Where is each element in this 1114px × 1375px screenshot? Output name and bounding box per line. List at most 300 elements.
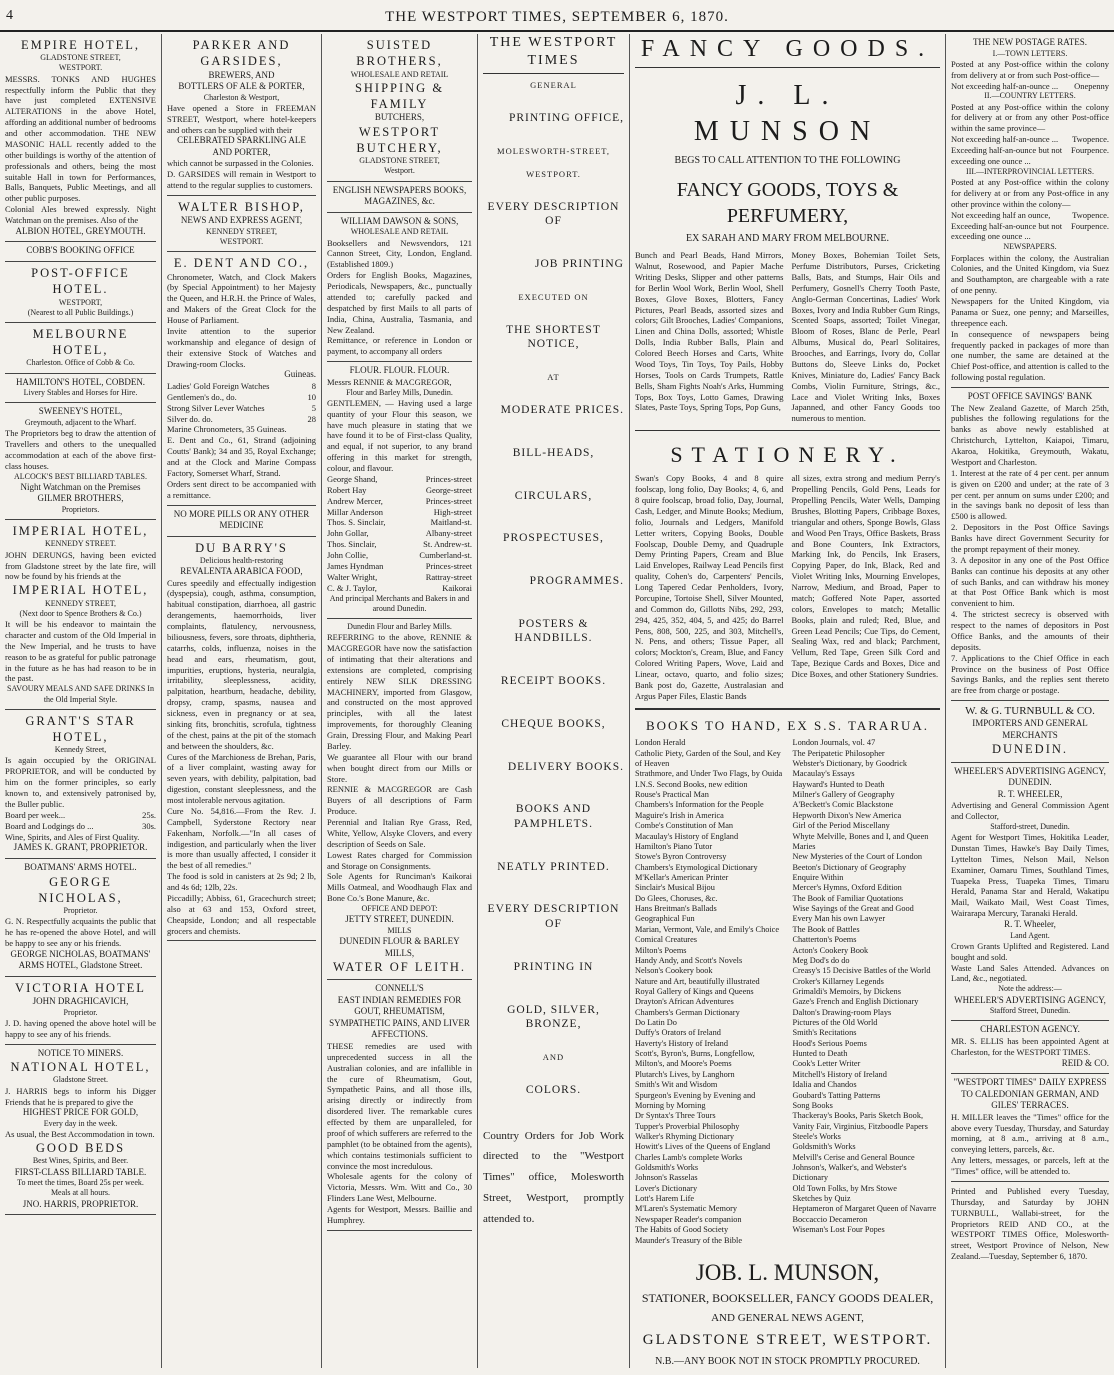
ad-sweeney-hotel <box>5 403 156 520</box>
ad-title: HAMILTON'S HOTEL, COBDEN. <box>15 376 146 387</box>
book-title: The Habits of Good Society <box>635 1225 729 1235</box>
ad-title: VICTORIA HOTEL <box>15 980 146 995</box>
ad-office-address: JETTY STREET, DUNEDIN. <box>345 914 454 925</box>
books-left <box>635 738 783 1246</box>
ad-body-3: D. GARSIDES will remain in Westport to attend to the regular supplies to customers. <box>167 169 316 191</box>
newspapers-title: NEWSPAPERS. <box>1003 242 1057 252</box>
book-title: Nature and Art, beautifully illustrated <box>635 976 760 986</box>
ad-empire-hotel <box>5 34 156 242</box>
book-title: London Herald <box>635 738 686 748</box>
ad-charleston-agency <box>951 1021 1109 1074</box>
stationery-list <box>635 473 940 709</box>
ad-body-5: Piccadilly; Abbiss, 61, Gracechurch street; also at 63 and 153, Oxford street, Cheapside, London; and all respectable grocers and chemists. <box>167 892 316 936</box>
ad-every-day: Every day in the week. <box>43 1118 118 1128</box>
ad-title: DU BARRY'S <box>195 540 288 555</box>
fancy-goods-left: Bunch and Pearl Beads, Hand Mirrors, Walnut, Rosewood, and Papier Mache Writing Desks, Slipper and other patterns for Berlin Wool Work, Berlin Wool, Shell Boxes, Glove Boxes, Blotters, Fancy Pictures, Pearl Beads, assorted sizes and colors; Gilt Brooches, Ladies' Companions, Linen and China Dolls, assorted; Whistle Dolls, India Rubber Balls, Plain and Colored Beech Horses and Carts, White Wood Toys, Tin Toys, Toy Pails, Hobby Horses, Tools on Cards Trumpets, Rattle Bells, Sham Fights Noah's Arks, Humming Tops, Box Toys, Lotto Games, Drawing Slates, Paste Toys, Spring Tops, Pop Guns, <box>635 250 784 413</box>
postage-value: Fourpence. <box>1070 145 1109 156</box>
ad-connell-remedies <box>327 980 472 1230</box>
book-title: Do Latin Do <box>635 1018 677 1028</box>
book-title: Mitchell's History of Ireland <box>792 1069 887 1079</box>
price-value: 10 <box>307 391 316 402</box>
price-row <box>167 414 316 425</box>
book-title: Hans Breitman's Ballads <box>635 904 717 914</box>
ad-sub: WHOLESALE AND RETAIL <box>350 227 449 237</box>
ad-sub: IMPORTERS AND GENERAL <box>972 718 1088 729</box>
book-title: Hood's Serious Poems <box>792 1038 867 1048</box>
price-label: Ladies' Gold Foreign Watches <box>167 380 270 391</box>
signer-place: Albany-street <box>425 528 472 539</box>
ad-street: Gladstone Street. <box>52 1075 109 1085</box>
ad-body-2: Invite attention to the superior workmanship and elegance of design of their extensive Stock of Watches and Drawing-room Clocks. <box>167 325 316 369</box>
printing-items <box>483 74 624 1111</box>
book-title: Strathmore, and Under Two Flags, by Ouida <box>635 769 783 779</box>
ad-sub: NEWS AND EXPRESS AGENT, <box>180 215 303 226</box>
ad-wheeler-agency <box>951 763 1109 1022</box>
price-value: 8 <box>311 380 316 391</box>
ad-mills-place: WATER OF LEITH. <box>332 960 467 975</box>
ad-body: J. HARRIS begs to inform his Digger Friends that he is prepared to give the <box>5 1085 156 1107</box>
books-heading: BOOKS TO HAND, EX S.S. TARARUA. <box>645 717 930 733</box>
book-title: Sinclair's Musical Bijou <box>635 883 715 893</box>
book-title: Scott's, Byron's, Burns, Longfellow, Milton's, and Moore's Poems <box>635 1049 755 1069</box>
ad-address: GLADSTONE STREET, <box>40 53 121 63</box>
ad-body-2: Any letters, messages, or parcels, left at the "Times" office, will be attended to. <box>951 1155 1109 1177</box>
ad-note: (Next door to Spence Brothers & Co.) <box>19 608 142 618</box>
book-title: Beeton's Dictionary of Geography <box>792 862 907 872</box>
book-title: A'Beckett's Comic Blackstone <box>792 800 894 810</box>
price-row <box>167 381 316 392</box>
books-right <box>793 738 941 1246</box>
signer-name: James Hyndman <box>327 560 384 571</box>
ad-title: GRANT'S STAR HOTEL, <box>25 713 136 744</box>
ad-body-5: Lowest Rates charged for Commission and Storage on Consignments. <box>327 849 472 871</box>
book-title: Wise Sayings of the Great and Good <box>792 904 914 914</box>
ad-parker-garsides <box>167 34 316 196</box>
book-title: Walker's Rhyming Dictionary <box>635 1131 734 1141</box>
book-title: Melvill's Cerise and General Bounce <box>792 1152 915 1162</box>
ad-street-2: KENNEDY STREET, <box>44 598 117 608</box>
printing-item: POSTERS & HANDBILLS. <box>514 617 593 645</box>
postage-row <box>951 210 1109 221</box>
postage-town: I.—TOWN LETTERS. <box>992 48 1068 58</box>
newspapers-body-3: In consequence of newspapers being frequently packed in packages of more than one number, the same are detained at the Chief Post-office, and attention is called to the following postal regulation. <box>951 328 1109 383</box>
ad-sub-2: BOTTLERS OF ALE & PORTER, <box>178 81 305 92</box>
ad-dent-co <box>167 252 316 505</box>
ad-sub-4: WESTPORT BUTCHERY, <box>356 124 443 155</box>
signer-name: Thos. S. Sinclair, <box>327 517 386 528</box>
ad-sub-3: BUTCHERS, <box>374 112 425 123</box>
book-title: M'Laren's Systematic Memory <box>635 1204 738 1214</box>
ad-meals: Meals at all hours. <box>50 1188 111 1198</box>
book-title: Hepworth Dixon's New America <box>792 810 902 820</box>
printing-item: BILL-HEADS, <box>512 446 595 459</box>
ad-street-2: Stafford Street, Dunedin. <box>989 1006 1071 1016</box>
book-title: London Journals, vol. 47 <box>792 738 876 748</box>
savings-bank <box>951 388 1109 701</box>
signer-name: John Collie, <box>327 550 369 560</box>
signer-row <box>327 572 472 583</box>
ad-beds: GOOD BEDS <box>35 1141 126 1156</box>
ad-title: "WESTPORT TIMES" DAILY EXPRESS TO CALEDONIAN GERMAN, AND GILES' TERRACES. <box>953 1077 1107 1111</box>
price-row <box>167 403 316 414</box>
book-title: Combe's Constitution of Man <box>635 821 734 831</box>
ex-ship-note: EX SARAH AND MARY FROM MELBOURNE. <box>686 233 889 245</box>
ad-sub: Delicious health-restoring <box>199 555 284 565</box>
fancy-goods-list <box>635 250 940 431</box>
printing-item: COLORS. <box>525 1083 582 1096</box>
printing-item: JOB PRINTING <box>535 258 624 271</box>
printing-item: EXECUTED ON <box>518 291 589 302</box>
ad-body: Advertising and General Commission Agent and Collector, <box>951 800 1109 821</box>
ad-suisted-brothers <box>327 34 472 182</box>
signer-place: Princes-street <box>425 473 472 484</box>
newspapers-body: Forplaces within the colony, the Australian Colonies, and the United Kingdom, via Suez and Southampton, are chargeable with a rate of one penny. <box>951 252 1109 296</box>
postage-value: Twopence. <box>1072 134 1109 145</box>
book-title: Lover's Dictionary <box>635 1183 698 1193</box>
book-title: The Peripatetic Philosopher <box>792 748 885 758</box>
ad-billiard: FIRST-CLASS BILLIARD TABLE. <box>14 1166 147 1177</box>
signer-place: Kaikorai <box>442 582 472 593</box>
ad-body: REFERRING to the above, RENNIE & MACGREGOR have now the satisfaction of intimating that their alterations and extensions are completed, comprising entirely NEW SILK DRESSING MACHINERY, imported from Glasgow, and constructed on the most approved principles, with all the latest improvements, for thoroughly Cleaning Grain, Dressing Flour, and Making Pearl Barley. <box>327 632 472 751</box>
savings-body: The New Zealand Gazette, of March 25th, publishes the following regulations for the banks as above newly established at Christchurch, Lyttelton, Kaiapoi, Timaru, Akaroa, Hokitika, Greymouth, Wakatu, Westport and Charleston. <box>951 402 1109 467</box>
book-title: Howitt's Lives of the Queens of England <box>635 1142 771 1152</box>
ad-cobb-booking: COBB'S BOOKING OFFICE <box>5 242 156 262</box>
postage-row <box>951 221 1109 243</box>
book-title: Haverty's History of Ireland <box>635 1038 728 1048</box>
postage-rates <box>951 34 1109 388</box>
signer-row <box>327 539 472 550</box>
ad-notice-to-miners <box>5 1045 156 1215</box>
ad-owners: GILMER BROTHERS, <box>37 493 124 504</box>
ad-gold: HIGHEST PRICE FOR GOLD, <box>22 1107 139 1118</box>
ad-body: GENTLEMEN, — Having used a large quantity of your Flour this season, we have much pleasure in stating that we have found it to be of First-class Quality, and equal, if not superior, to any brand offering in this market for strength, colour, and flavour. <box>327 397 472 473</box>
ad-watchman: Night Watchman on the Premises <box>20 481 141 492</box>
book-title: Catholic Piety, Garden of the Soul, and Key of Heaven <box>635 748 781 769</box>
signer-place: Cumberland-st. <box>419 550 472 560</box>
signer-row <box>327 550 472 561</box>
ad-title-2: IMPERIAL HOTEL, <box>12 583 149 598</box>
book-title: Smith's Recitations <box>792 1028 857 1038</box>
ad-role: Proprietors. <box>61 504 100 514</box>
printing-item: GENERAL <box>530 80 577 91</box>
book-title: Rouse's Practical Man <box>635 790 709 800</box>
book-title: Girl of the Period Miscellany <box>792 821 890 831</box>
savings-body-4: 3. A depositor in any one of the Post Office Banks can continue his deposits at any other of such Banks, and can withdraw his money at that Post Office Bank which is most convenient to him. <box>951 554 1109 609</box>
book-title: Wiseman's Lost Four Popes <box>792 1225 885 1235</box>
postage-value: Fourpence. <box>1070 220 1109 231</box>
ad-street: KENNEDY STREET, <box>205 226 278 236</box>
price-value: 30s. <box>142 820 156 831</box>
ad-place: Charleston & Westport, <box>203 92 280 102</box>
book-title: Goldsmith's Works <box>635 1163 699 1173</box>
book-title: Lott's Harem Life <box>635 1194 695 1204</box>
ad-name-2: R. T. Wheeler, <box>1004 919 1056 930</box>
book-title: Newspaper Reader's companion <box>635 1214 742 1224</box>
book-title: Chambers's Etymological Dictionary <box>635 862 758 872</box>
ad-body-2: Agent for Westport Times, Hokitika Leader, Dunstan Times, Hawke's Bay Daily Times, Lyttelton Times, Nelson Mail, Nelson Examiner, Oamaru Times, Southland Times, Tuapeka Press, Tuapeka Times, Timaru Herald, Panama Star and Herald, Wakatipu Mail, Waikato Mail, West Coast Times, Wairarapa Mercury, Taranaki Herald. <box>951 832 1109 919</box>
job-munson-street: GLADSTONE STREET, WESTPORT. <box>642 1331 933 1348</box>
printing-item: THE SHORTEST NOTICE, <box>506 323 601 351</box>
ad-turnbull <box>951 701 1109 762</box>
imprint: Printed and Published every Tuesday, Thursday, and Saturday by JOHN TURNBULL, Wallabi-street, for the Proprietors REID AND CO., at the WESTPORT TIMES Office, Molesworth-street, Westport Province of Nelson, New Zealand.—Tuesday, September 6, 1870. <box>951 1185 1109 1262</box>
book-title: Comical Creatures <box>635 935 697 945</box>
book-title: Whyte Melville, Bones and I, and Queen Maries <box>792 831 929 851</box>
price-label: Marine Chronometers, 35 Guineas. <box>167 424 287 435</box>
masthead-title: THE WESTPORT TIMES, SEPTEMBER 6, 1870. <box>385 9 729 25</box>
ad-body: Cures speedily and effectually indigestion (dyspepsia), cough, asthma, consumption, habitual constipation, diarrhoea, all gastric derangements, haemorrhoids, liver complaints, flatulency, nervousness, biliousness, fevers, sore throats, diphtheria, catarrhs, colds, influenza, noises in the head and ears, rheumatism, gout, impurities, eruptions, hysteria, neuralgia, irritability, sleeplessness, acidity, palpitation, heartburn, headache, debility, dropsy, cramp, spasms, nausea and sickness, even in pregnancy or at sea, sinking fits, bronchitis, scrofula, tightness of the chest, pains at the pit of the stomach and between the shoulders, &c. <box>167 577 316 751</box>
printing-item: PRINTING IN <box>513 960 594 973</box>
postage-country-body: Posted at any Post-office within the colony for delivery at or from any other Post-office within the same province— <box>951 101 1109 134</box>
book-title: Hunted to Death <box>792 1049 848 1059</box>
ad-body-4: Waste Land Sales Attended. Advances on Land, &c., negotiated. <box>951 962 1109 984</box>
ad-role: Proprietor. <box>63 1007 98 1017</box>
ad-agents: Messrs RENNIE & MACGREGOR, <box>327 376 452 387</box>
savings-body-2: 1. Interest at the rate of 4 per cent. per annum is given on £200 and under; at the rate of 3 per cent. per annum on sums under £200; and in the savings bank no deposit of less than £500 is allowed. <box>951 467 1109 522</box>
column-2 <box>162 34 322 1368</box>
book-title: Tupper's Proverbial Philosophy <box>635 1121 740 1131</box>
ad-title: FLOUR. FLOUR. FLOUR. <box>349 365 450 376</box>
stationery-right: all sizes, extra strong and medium Perry's Propelling Pencils, Gold Pens, Leads for Propelling Pencils, Water Wells, Damping Brushes, Blotting Papers, Cribbage Boxes, triangular and others, Sponge Bowls, Glass and Wood Pen Trays, Office Baskets, Brass and Bone Counters, Ink Extractors, Marking Ink, do Pencils, Ink Erasers, Copying Paper, do Ink, Black, Red and Violet Writing Inks, Mourning Envelopes, Narrow, Medium, and Broad, Paper to match; Goffered Note Paper, assorted colors, Envelopes to match; Metallic Books, plain and ruled; Red, Blue, and Green Lead Pencils; Cue Tips, do Cement, Sealing Wax, red and black; Parchment, Vellum, Red Tape, Green Silk Cord and Tape, Bezique Cards and Boxes, Dice and Dice Boxes, and other Stationery Sundries. <box>791 473 940 680</box>
ad-body-6: Sole Agents for Runciman's Kaikorai Mills Oatmeal, and Woodhaugh Flax and Bone Co.'s Bone Manure, &c. <box>327 871 472 904</box>
ad-title: SUISTED BROTHERS, <box>356 38 443 69</box>
book-title: The Book of Familiar Quotations <box>792 893 904 903</box>
postage-label: Exceeding half-an-ounce but not exceeding one ounce ... <box>951 145 1063 166</box>
ad-owner: JOHN DRAGHICAVICH, <box>32 996 129 1007</box>
book-title: Pictures of the Old World <box>792 1018 878 1028</box>
ad-body-2: We guarantee all Flour with our brand when bought direct from our Mills or Store. <box>327 751 472 784</box>
ad-footer: GEORGE NICHOLAS, BOATMANS' ARMS HOTEL, Gladstone Street. <box>10 948 151 971</box>
signer-row <box>327 561 472 572</box>
price-row <box>5 821 156 832</box>
signer-place: Rattray-street <box>425 571 472 582</box>
ad-town: WESTPORT, <box>58 297 103 307</box>
printing-item: MOLESWORTH-STREET, <box>497 145 610 156</box>
column-6 <box>946 34 1114 1368</box>
book-title: M'Kellar's American Printer <box>635 872 729 882</box>
book-title: Handy Andy, and Scott's Novels <box>635 955 743 965</box>
ad-extra: Colonial Ales brewed expressly. Night Watchman on the premises. Also of the <box>5 204 156 226</box>
masthead <box>0 4 1114 32</box>
ad-body: The Proprietors beg to draw the attention of Travellers and others to the unequalled accommodation at each of the above first-class houses. <box>5 428 156 471</box>
signer-place: Princes-street <box>425 560 472 571</box>
postage-row <box>951 145 1109 167</box>
printing-item: AT <box>547 372 560 383</box>
book-title: Chambers's Information for the People <box>635 800 764 810</box>
book-title: Meg Dod's do do <box>792 955 850 965</box>
book-title: Croker's Killarney Legends <box>792 976 884 986</box>
signer-row <box>327 583 472 594</box>
book-title: New Mysteries of the Court of London <box>792 852 923 862</box>
ad-body-3: Crown Grants Uplifted and Registered. Land bought and sold. <box>951 940 1109 962</box>
ad-billiard: ALCOCK'S BEST BILLIARD TABLES. <box>14 471 147 481</box>
signer-name: C. & J. Taylor, <box>327 582 377 593</box>
printing-item: EVERY DESCRIPTION OF <box>487 200 620 228</box>
signer-list <box>327 474 472 594</box>
ad-body: G. N. Respectfully acquaints the public that he has re-opened the above Hotel, and will be happy to see any or his friends. <box>5 916 156 948</box>
ad-note: Note the address:— <box>998 984 1062 994</box>
ad-footer: And principal Merchants and Bakers in and around Dunedin. <box>329 593 470 613</box>
ad-english-newspapers: ENGLISH NEWSPAPERS BOOKS, MAGAZINES, &c. <box>327 182 472 213</box>
book-title: Enquire Within <box>792 872 844 882</box>
ad-footer: JNO. HARRIS, PROPRIETOR. <box>22 1198 139 1209</box>
price-row <box>167 424 316 435</box>
ad-sub: WHOLESALE AND RETAIL <box>350 69 449 79</box>
book-title: Boccaccio Decameron <box>792 1214 868 1224</box>
printing-item: RECEIPT BOOKS. <box>500 675 607 688</box>
ad-town: WESTPORT. <box>58 63 103 73</box>
ad-sub: Flour and Barley Mills, Dunedin. <box>346 387 453 397</box>
ad-flour-testimonial <box>327 362 472 619</box>
ad-role: Proprietor. <box>63 906 98 916</box>
book-title: Heptameron of Margaret Queen of Navarre <box>792 1204 937 1214</box>
ad-walter-bishop <box>167 196 316 252</box>
ad-street: Stafford-street, Dunedin. <box>990 821 1070 831</box>
ad-body-2: Orders for English Books, Magazines, Periodicals, Newspapers, &c., punctually attended to; carefully packed and despatched by first Mails to all parts of India, China, Australia, Tasmania, and New Zealand. <box>327 270 472 335</box>
ad-body: JOHN DERUNGS, having been evicted from Gladstone street by the late fire, will now be found by his friends at the <box>5 549 156 582</box>
book-title: Smith's Wit and Wisdom <box>635 1080 718 1090</box>
signer-row <box>327 507 472 518</box>
ad-title: WILLIAM DAWSON & SONS, <box>340 215 459 226</box>
ad-body: Chronometer, Watch, and Clock Makers (by Special Appointment) to her Majesty the Queen, and H.R.H. the Prince of Wales, and Makers of the Great Clock for the House of Parliament. <box>167 271 316 326</box>
postage-label: Not exceeding half-an-ounce ... <box>951 80 1059 91</box>
ad-rennie-macgregor <box>327 619 472 980</box>
book-title: The Book of Battles <box>792 924 860 934</box>
book-title: Johnson's Rasselas <box>635 1173 698 1183</box>
printing-item: EVERY DESCRIPTION OF <box>487 903 620 931</box>
ad-mills-name: DUNEDIN FLOUR & BARLEY MILLS, <box>339 936 460 958</box>
ad-street: GLADSTONE STREET, <box>359 156 440 166</box>
book-title: Thackeray's Books, Paris Sketch Book, Vanity Fair, Virginius, Fitzboodle Papers <box>792 1111 928 1131</box>
ad-grant-star-hotel <box>5 710 156 859</box>
price-label: Silver do. do. <box>167 413 213 424</box>
printing-item: WESTPORT. <box>526 168 581 179</box>
ad-wines: Best Wines, Spirits, and Beer. <box>32 1156 129 1166</box>
signer-place: Princes-street <box>425 495 472 506</box>
printing-item: AND <box>542 1052 565 1062</box>
postage-value: Onepenny <box>1074 80 1109 91</box>
postage-row <box>951 134 1109 145</box>
printing-item: BOOKS AND PAMPHLETS. <box>514 803 593 830</box>
fancy-toys-perfumery: FANCY GOODS, TOYS & PERFUMERY, <box>676 179 899 227</box>
ad-hotel: NATIONAL HOTEL, <box>10 1060 151 1075</box>
postage-label: Exceeding half-an-ounce but not exceeding one ounce ... <box>951 220 1063 242</box>
ad-body-4: The food is sold in canisters at 2s 9d; 2 lb, and 4s 6d; 12lb, 22s. <box>167 871 316 893</box>
signer-place: George-street <box>425 484 472 495</box>
book-title: Geographical Fun <box>635 914 695 924</box>
ad-title: MELBOURNE HOTEL, <box>32 326 129 358</box>
signer-place: High-street <box>433 506 472 517</box>
book-title: Hayward's Hunted to Death <box>792 779 885 789</box>
signer-row <box>327 517 472 528</box>
signer-row <box>327 474 472 485</box>
signer-row <box>327 485 472 496</box>
book-title: Grimaldi's Memoirs, by Dickens <box>792 986 901 996</box>
printing-office-title: THE WESTPORT TIMES <box>483 34 624 74</box>
book-title: Maunder's Treasury of the Bible <box>635 1235 743 1245</box>
book-title: Royal Gallery of Kings and Queens <box>635 986 754 996</box>
signer-place: St. Andrew-st. <box>423 539 472 550</box>
ad-note: Charleston. Office of Cobb & Co. <box>26 358 135 368</box>
ad-title: WALTER BISHOP, <box>178 200 305 215</box>
signer-name: Robert Hay <box>327 484 367 495</box>
postage-label: Not exceeding half an ounce, <box>951 209 1051 220</box>
ad-title: SWEENEY'S HOTEL, <box>38 406 123 417</box>
printing-item: PROGRAMMES. <box>529 574 624 587</box>
ad-title: E. DENT AND CO., <box>173 256 310 271</box>
job-munson-agent: AND GENERAL NEWS AGENT, <box>711 1311 864 1324</box>
book-title: Creasy's 15 Decisive Battles of the World <box>792 966 931 976</box>
ad-body-3: Agents for Westport, Messrs. Baillie and Humphrey. <box>327 1204 472 1225</box>
book-title: Dr Syntax's Three Tours <box>635 1111 716 1121</box>
printing-item: MODERATE PRICES. <box>500 404 624 417</box>
book-title: Goldsmith's Works <box>792 1142 856 1152</box>
book-title: Steele's Works <box>792 1131 841 1141</box>
book-title: Milton's Poems <box>635 945 687 955</box>
ad-body: Is again occupied by the ORIGINAL PROPRIETOR, and will be conducted by him on the former principles, so early known to, and extensively patronised by, the Buller public. <box>5 755 156 809</box>
postage-country: II.—COUNTRY LETTERS. <box>984 91 1076 101</box>
price-label: Board and Lodgings do ... <box>5 820 94 831</box>
ad-title: CHARLESTON AGENCY. <box>980 1024 1080 1035</box>
ad-body: THESE remedies are used with unprecedented success in all the Australian colonies, and are infallible in the cure of Rheumatism, Gout, Sympathetic Pains, and all those ills, arising directly or indirectly from disordered liver. The remarkable cures effected by them are unparalleled, for proof of which sufferers are referred to the pamphlet (to be obtained from the agents), which contains testimonials sufficient to convince the most incredulous. <box>327 1040 472 1171</box>
munson-begs: BEGS TO CALL ATTENTION TO THE FOLLOWING <box>674 155 901 167</box>
printing-item: PRINTING OFFICE, <box>508 112 624 125</box>
savings-body-5: 4. The strictest secrecy is observed with respect to the names of depositors in Post Office Banks, and the amounts of their deposits. <box>951 609 1109 652</box>
job-munson-nb: N.B.—ANY BOOK NOT IN STOCK PROMPTLY PROCURED. <box>655 1355 920 1367</box>
ad-sign: REID & CO. <box>1061 1057 1109 1068</box>
ad-title: BOATMANS' ARMS HOTEL. <box>24 862 137 872</box>
ad-title: CONNELL'S <box>375 983 424 994</box>
book-title: Hamilton's Piano Tutor <box>635 841 713 851</box>
ad-body: H. MILLER leaves the "Times" office for the above every Tuesday, Thursday, and Saturday morning, at 8 a.m., arriving at 8 a.m., conveying letters, parcels, &c. <box>951 1111 1109 1155</box>
book-title: Marian, Vermont, Vale, and Emily's Choice <box>635 924 780 934</box>
signer-name: Thos. Sinclair, <box>327 539 377 550</box>
ad-body-3: RENNIE & MACGREGOR are Cash Buyers of all descriptions of Farm Produce. <box>327 784 472 817</box>
ad-product: CELEBRATED SPARKLING ALE AND PORTER, <box>177 135 306 157</box>
price-row <box>167 392 316 403</box>
signer-name: Millar Anderson <box>327 506 383 517</box>
job-munson-trades: STATIONER, BOOKSELLER, FANCY GOODS DEALER, <box>641 1291 934 1306</box>
ad-body: Booksellers and Newsvendors, 121 Cannon Street, City, London, England. (Established 1809.) <box>327 237 472 270</box>
book-title: Goubard's Tatting Patterns <box>792 1090 881 1100</box>
printing-item: CHEQUE BOOKS, <box>501 717 606 730</box>
ad-body-4: Orders sent direct to be accompanied with a remittance. <box>167 478 316 500</box>
savings-body-6: 7. Applications to the Chief Office in each Province on the business of Post Office Savings Banks, and the replies sent thereto are free from charge or postage. <box>951 652 1109 696</box>
ad-office: OFFICE AND DEPOT: <box>361 904 438 914</box>
ad-daily-express <box>951 1074 1109 1182</box>
ad-title: EMPIRE HOTEL, <box>20 38 141 52</box>
book-title: Macaulay's Essays <box>792 769 855 779</box>
ad-street: Kennedy Street, <box>54 745 107 755</box>
ad-boatmans-arms <box>5 859 156 977</box>
ad-title: WHEELER'S ADVERTISING AGENCY, DUNEDIN. <box>954 765 1106 788</box>
printing-footer: Country Orders for Job Work directed to the "Westport Times" office, Molesworth Street, Westport, promptly attended to. <box>483 1129 624 1226</box>
fancy-goods-right: Money Boxes, Bohemian Toilet Sets, Perfume Distributors, Purses, Cricketing Balls, Bats, and Stumps, Hair Oils and Perfumery, Gosnell's Cherry Tooth Paste, Anglo-German Concertinas, Ladies' Work Boxes, Ivory and India Rubber Gum Rings, Scented Soaps, assorted; Toilet Vinegar, Bloom of Roses, Blanc de Perle, Pearl Albums, Musical do, Pearl Solitaires, Brooches, and Earrings, Ivory do, Collar Buttons do, Sleeve Links do, Pocket Knives, Miniature do, Ladies' Fancy Back Combs, Violin Furniture, Strings, &c., Lace and Violet Writing Inks, Boxes Japanned, and other Fancy Goods too numerous to mention. <box>791 250 940 424</box>
stationery-heading: STATIONERY. <box>670 442 905 468</box>
signer-name: Walter Wright, <box>327 571 378 582</box>
book-title: Old Town Folks, by Mrs Stowe <box>792 1183 897 1193</box>
printing-item: GOLD, SILVER, BRONZE, <box>507 1003 600 1031</box>
price-label: Board per week... <box>5 809 66 820</box>
ad-street: KENNEDY STREET. <box>44 539 117 549</box>
postage-title: THE NEW POSTAGE RATES. <box>972 37 1088 47</box>
ad-title-2: WHEELER'S ADVERTISING AGENCY, <box>954 994 1106 1005</box>
signer-place: Maitland-st. <box>430 517 472 528</box>
book-title: Drayton's African Adventures <box>635 997 734 1007</box>
savings-title: POST OFFICE SAVINGS' BANK <box>967 391 1093 402</box>
ad-product: REVALENTA ARABICA FOOD, <box>180 566 303 577</box>
book-title: Every Man his own Lawyer <box>792 914 886 924</box>
printing-item: PROSPECTUSES, <box>503 532 604 545</box>
